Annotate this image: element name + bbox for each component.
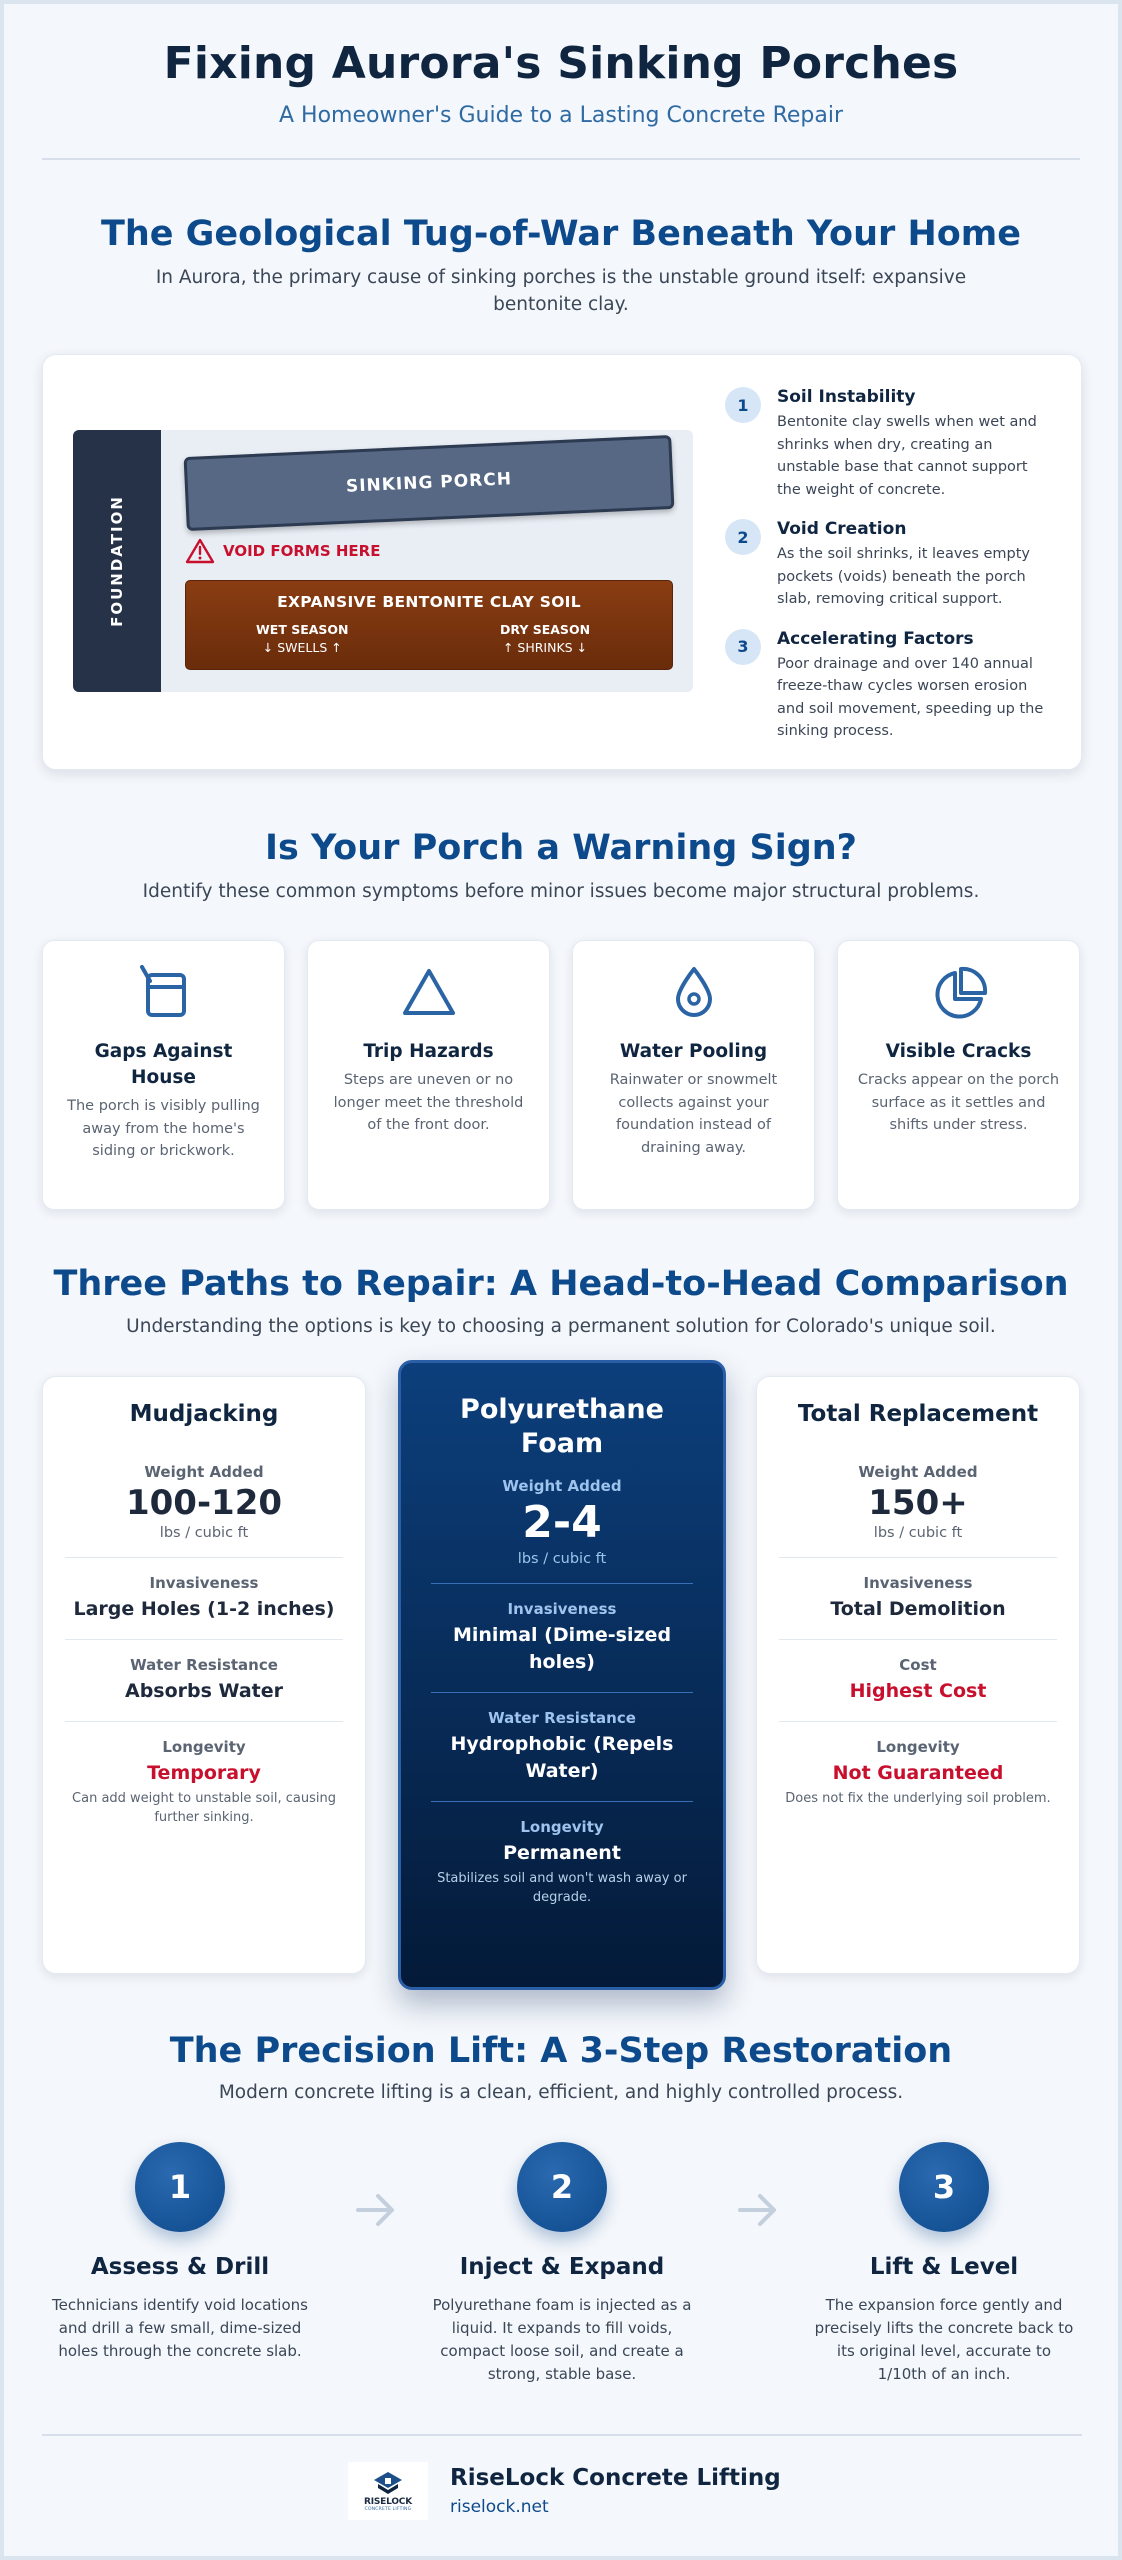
- logo-mark-icon: [368, 2470, 408, 2496]
- symptoms-title: Is Your Porch a Warning Sign?: [265, 828, 857, 868]
- page-header: [4, 4, 1118, 128]
- foam-card: [398, 1360, 726, 1990]
- void-label: VOID FORMS HERE: [223, 542, 381, 560]
- brand-url[interactable]: riselock.net: [450, 2497, 549, 2517]
- symptom-title: Water Pooling: [619, 1041, 768, 1062]
- symptom-body: Rainwater or snowmelt collects against your foundation instead of draining away.: [609, 1072, 778, 1156]
- cost-label: Cost: [899, 1656, 937, 1674]
- symptom-card: [42, 940, 285, 1210]
- triangle-warning-icon: [399, 963, 459, 1023]
- process-step: [814, 2142, 1074, 2386]
- invasiveness-label: Invasiveness: [149, 1574, 259, 1592]
- factor-item: [725, 387, 1055, 501]
- soil-diagram: [73, 430, 693, 692]
- brand-block: [450, 2465, 781, 2517]
- factor-number: 3: [725, 629, 761, 665]
- weight-unit: lbs / cubic ft: [517, 1551, 607, 1567]
- factor-body: Poor drainage and over 140 annual freeze-thaw cycles worsen erosion and soil movement, speeding up the sinking process.: [777, 655, 1044, 739]
- symptom-body: Cracks appear on the porch surface as it settles and shifts under stress.: [857, 1072, 1060, 1133]
- geology-title: The Geological Tug-of-War Beneath Your Home: [100, 214, 1022, 254]
- longevity-block: [65, 1722, 343, 1843]
- water-label: Water Resistance: [488, 1709, 636, 1727]
- replacement-card: [756, 1376, 1080, 1974]
- porch-label: SINKING PORCH: [345, 469, 513, 497]
- clay-layer: [185, 580, 673, 670]
- longevity-value: Permanent: [503, 1842, 621, 1864]
- longevity-note: Can add weight to unstable soil, causing further sinking.: [72, 1791, 336, 1825]
- weight-value: 100-120: [125, 1483, 283, 1523]
- dry-season-label: DRY SEASON: [500, 622, 591, 637]
- invasiveness-block: [779, 1558, 1057, 1640]
- dry-season: [500, 621, 590, 657]
- factor-number: 1: [725, 387, 761, 423]
- chevron-right-icon: [736, 2188, 780, 2232]
- water-drop-icon: [664, 963, 724, 1023]
- option-title: Mudjacking: [129, 1401, 279, 1427]
- step-number: 2: [517, 2142, 607, 2232]
- factor-item: [725, 519, 1055, 611]
- step-title: Assess & Drill: [90, 2254, 270, 2280]
- factor-body: Bentonite clay swells when wet and shrinks when dry, creating an unstable base that cannot support the weight of concrete.: [777, 414, 1037, 498]
- pie-crack-icon: [929, 963, 989, 1023]
- chevron-right-icon: [354, 2188, 398, 2232]
- longevity-note: Does not fix the underlying soil problem.: [785, 1791, 1051, 1806]
- symptom-card: [572, 940, 815, 1210]
- weight-value: 150+: [868, 1483, 968, 1523]
- porch-slab: [184, 435, 675, 531]
- process-title: The Precision Lift: A 3-Step Restoration: [169, 2031, 953, 2071]
- longevity-label: Longevity: [876, 1738, 960, 1756]
- step-title: Lift & Level: [869, 2254, 1019, 2280]
- logo-text: RISELOCK: [364, 2497, 412, 2507]
- invasiveness-block: [431, 1584, 693, 1693]
- factor-title: Void Creation: [777, 519, 907, 539]
- longevity-block: [431, 1802, 693, 1923]
- page-title: Fixing Aurora's Sinking Porches: [163, 38, 959, 89]
- wet-season-label: WET SEASON: [256, 622, 349, 637]
- void-indicator: [185, 538, 380, 564]
- invasiveness-label: Invasiveness: [507, 1600, 617, 1618]
- invasiveness-value: Large Holes (1-2 inches): [73, 1598, 335, 1620]
- longevity-note: Stabilizes soil and won't wash away or degrade.: [437, 1871, 687, 1905]
- water-value: Hydrophobic (Repels Water): [450, 1733, 674, 1782]
- step-number: 3: [899, 2142, 989, 2232]
- comparison-subtitle: Understanding the options is key to choosing a permanent solution for Colorado's unique soil.: [126, 1316, 996, 1337]
- wet-season-value: ↓ SWELLS ↑: [262, 640, 342, 655]
- foundation-label: FOUNDATION: [108, 495, 126, 627]
- footer-divider: [42, 2434, 1082, 2436]
- factor-item: [725, 629, 1055, 743]
- water-block: [65, 1640, 343, 1722]
- symptom-title: Trip Hazards: [363, 1041, 494, 1062]
- foundation-block: [73, 430, 161, 692]
- step-number: 1: [135, 2142, 225, 2232]
- longevity-value: Temporary: [147, 1762, 261, 1784]
- symptom-body: Steps are uneven or no longer meet the threshold of the front door.: [333, 1072, 524, 1133]
- brand-name: RiseLock Concrete Lifting: [450, 2465, 781, 2491]
- weight-label: Weight Added: [144, 1463, 264, 1481]
- weight-block: [779, 1447, 1057, 1558]
- mudjacking-card: [42, 1376, 366, 1974]
- symptom-card: [307, 940, 550, 1210]
- logo-tagline: CONCRETE LIFTING: [364, 2507, 412, 2512]
- weight-block: [65, 1447, 343, 1558]
- process-step: [50, 2142, 310, 2363]
- step-body: Technicians identify void locations and drill a few small, dime-sized holes through the concrete slab.: [52, 2296, 308, 2360]
- gap-icon: [134, 963, 194, 1023]
- invasiveness-value: Total Demolition: [830, 1598, 1006, 1620]
- factor-list: [725, 385, 1055, 761]
- comparison-title: Three Paths to Repair: A Head-to-Head Comparison: [53, 1264, 1069, 1304]
- step-body: The expansion force gently and precisely lifts the concrete back to its original level, accurate to 1/10th of an inch.: [814, 2296, 1074, 2383]
- page-subtitle: A Homeowner's Guide to a Lasting Concrete Repair: [278, 103, 844, 128]
- water-label: Water Resistance: [130, 1656, 278, 1674]
- weight-value: 2-4: [522, 1497, 602, 1548]
- header-divider: [42, 158, 1080, 160]
- longevity-label: Longevity: [162, 1738, 246, 1756]
- geology-subtitle: In Aurora, the primary cause of sinking porches is the unstable ground itself: expansive bentonite clay.: [155, 267, 967, 315]
- longevity-block: [779, 1722, 1057, 1824]
- cost-block: [779, 1640, 1057, 1722]
- wet-season: [256, 621, 349, 657]
- weight-unit: lbs / cubic ft: [159, 1525, 249, 1541]
- symptom-title: Visible Cracks: [885, 1041, 1032, 1062]
- weight-unit: lbs / cubic ft: [873, 1525, 963, 1541]
- symptom-title: Gaps Against House: [94, 1041, 233, 1088]
- footer: [348, 2462, 781, 2520]
- process-step: [432, 2142, 692, 2386]
- longevity-label: Longevity: [520, 1818, 604, 1836]
- dry-season-value: ↑ SHRINKS ↓: [502, 640, 588, 655]
- weight-label: Weight Added: [858, 1463, 978, 1481]
- factor-body: As the soil shrinks, it leaves empty pockets (voids) beneath the porch slab, removing critical support.: [777, 546, 1031, 607]
- invasiveness-block: [65, 1558, 343, 1640]
- warning-triangle-icon: [185, 538, 215, 564]
- clay-label: EXPANSIVE BENTONITE CLAY SOIL: [277, 593, 581, 611]
- option-title: Total Replacement: [797, 1401, 1039, 1427]
- water-value: Absorbs Water: [124, 1680, 283, 1702]
- symptom-body: The porch is visibly pulling away from the home's siding or brickwork.: [67, 1098, 260, 1159]
- process-subtitle: Modern concrete lifting is a clean, efficient, and highly controlled process.: [218, 2082, 904, 2103]
- step-body: Polyurethane foam is injected as a liquid. It expands to fill voids, compact loose soil, and create a strong, stable base.: [432, 2296, 692, 2383]
- water-block: [431, 1693, 693, 1802]
- symptoms-subtitle: Identify these common symptoms before minor issues become major structural problems.: [142, 881, 980, 902]
- symptom-card: [837, 940, 1080, 1210]
- weight-label: Weight Added: [502, 1477, 622, 1495]
- invasiveness-value: Minimal (Dime-sized holes): [452, 1624, 672, 1673]
- company-logo: [348, 2462, 428, 2520]
- longevity-value: Not Guaranteed: [832, 1762, 1004, 1784]
- weight-block: [431, 1461, 693, 1584]
- factor-title: Soil Instability: [777, 387, 916, 407]
- invasiveness-label: Invasiveness: [863, 1574, 973, 1592]
- factor-title: Accelerating Factors: [777, 628, 974, 649]
- step-title: Inject & Expand: [459, 2254, 665, 2280]
- geology-card: [42, 354, 1082, 770]
- symptom-cards: [42, 940, 1082, 1210]
- option-title: Polyurethane Foam: [460, 1394, 664, 1459]
- cost-value: Highest Cost: [849, 1680, 987, 1702]
- factor-number: 2: [725, 519, 761, 555]
